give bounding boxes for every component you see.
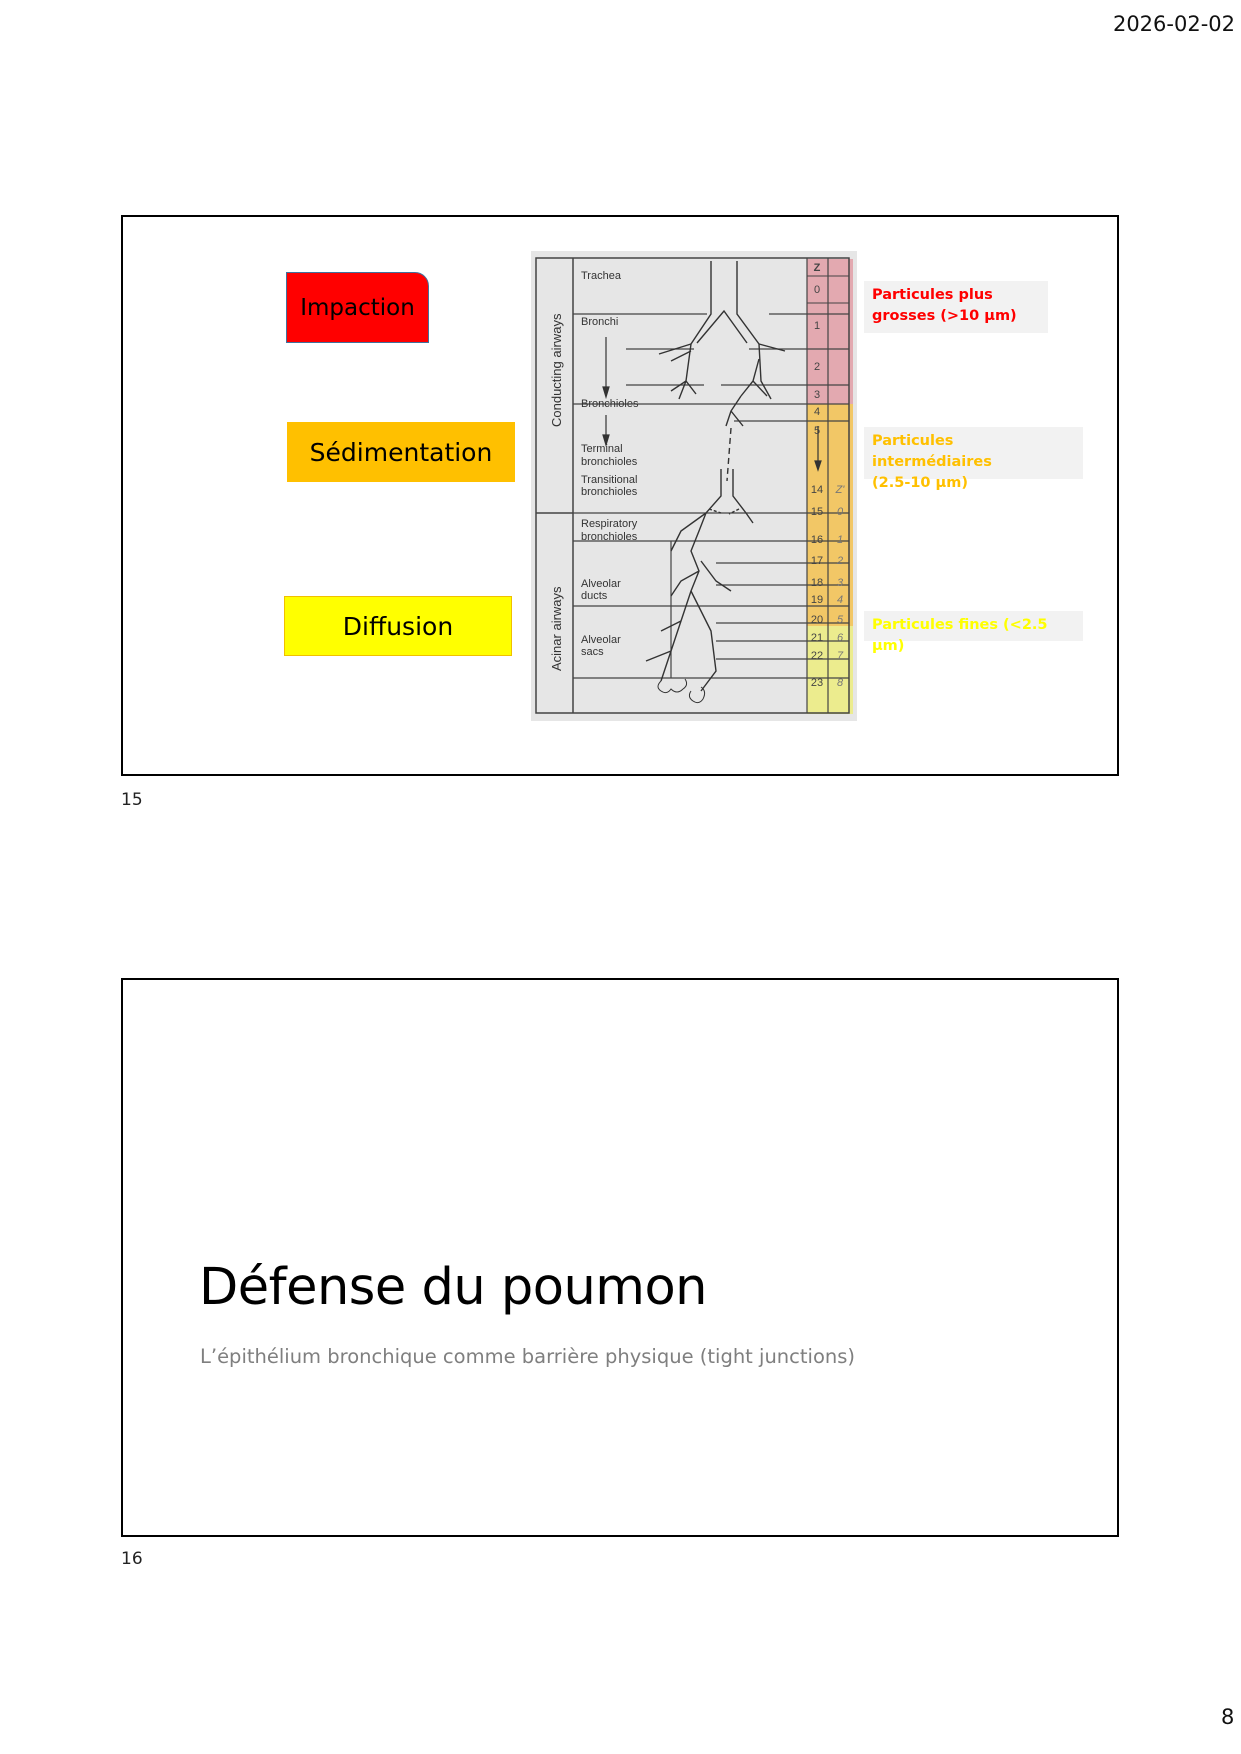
- svg-text:2: 2: [836, 555, 844, 567]
- svg-text:15: 15: [810, 506, 824, 518]
- svg-text:8: 8: [836, 677, 844, 689]
- svg-text:3: 3: [836, 577, 844, 589]
- svg-text:7: 7: [836, 650, 844, 662]
- particles-fine-label: Particules fines (<2.5 µm): [864, 611, 1083, 641]
- region-bronchioles: Bronchioles: [581, 398, 639, 410]
- svg-text:bronchioles: bronchioles: [581, 456, 638, 468]
- svg-text:4: 4: [836, 594, 844, 606]
- svg-text:21: 21: [810, 632, 824, 644]
- z-header: Z: [813, 262, 821, 274]
- region-trachea: Trachea: [581, 270, 621, 282]
- mechanism-diffusion: Diffusion: [284, 596, 512, 656]
- svg-text:0: 0: [836, 506, 844, 518]
- svg-text:17: 17: [810, 555, 824, 567]
- airway-generations-diagram: [531, 251, 857, 721]
- zone-acinar: Acinar airways: [549, 586, 564, 671]
- svg-text:ducts: ducts: [581, 590, 608, 602]
- slide-number-15: 15: [121, 790, 143, 810]
- svg-text:Alveolar: Alveolar: [581, 634, 621, 646]
- slide-15: [121, 215, 1119, 776]
- svg-text:5: 5: [836, 614, 844, 626]
- particles-large-label: Particules plus grosses (>10 µm): [864, 281, 1048, 333]
- svg-text:6: 6: [836, 632, 844, 644]
- svg-text:20: 20: [810, 614, 824, 626]
- svg-text:bronchioles: bronchioles: [581, 486, 638, 498]
- svg-text:18: 18: [810, 577, 824, 589]
- svg-text:Alveolar: Alveolar: [581, 578, 621, 590]
- slide-title: Défense du poumon: [199, 1258, 707, 1317]
- slide-number-16: 16: [121, 1549, 143, 1569]
- svg-text:bronchioles: bronchioles: [581, 531, 638, 543]
- svg-text:4: 4: [813, 406, 821, 418]
- svg-text:Z': Z': [835, 484, 845, 496]
- slide-16: [121, 978, 1119, 1537]
- zone-conducting: Conducting airways: [549, 313, 564, 427]
- svg-text:5: 5: [813, 425, 821, 437]
- svg-text:16: 16: [810, 534, 824, 546]
- svg-text:Terminal: Terminal: [581, 443, 623, 455]
- svg-text:19: 19: [810, 594, 824, 606]
- region-bronchi: Bronchi: [581, 316, 619, 328]
- svg-text:2: 2: [813, 361, 821, 373]
- mechanism-sedimentation: Sédimentation: [287, 422, 515, 482]
- svg-text:Transitional: Transitional: [581, 474, 638, 486]
- page-number: 8: [1221, 1705, 1235, 1729]
- svg-text:22: 22: [810, 650, 824, 662]
- particles-intermediate-label: Particules intermédiaires (2.5-10 µm): [864, 427, 1083, 479]
- mechanism-impaction: Impaction: [286, 272, 429, 343]
- svg-text:sacs: sacs: [581, 646, 604, 658]
- svg-text:1: 1: [813, 320, 821, 332]
- svg-text:Respiratory: Respiratory: [581, 518, 638, 530]
- svg-text:0: 0: [813, 284, 821, 296]
- slide-subtitle: L’épithélium bronchique comme barrière physique (tight junctions): [200, 1345, 856, 1368]
- print-date: 2026-02-02: [1112, 12, 1235, 36]
- svg-text:23: 23: [810, 677, 824, 689]
- svg-text:3: 3: [813, 389, 821, 401]
- svg-text:1: 1: [836, 534, 844, 546]
- svg-text:14: 14: [810, 484, 824, 496]
